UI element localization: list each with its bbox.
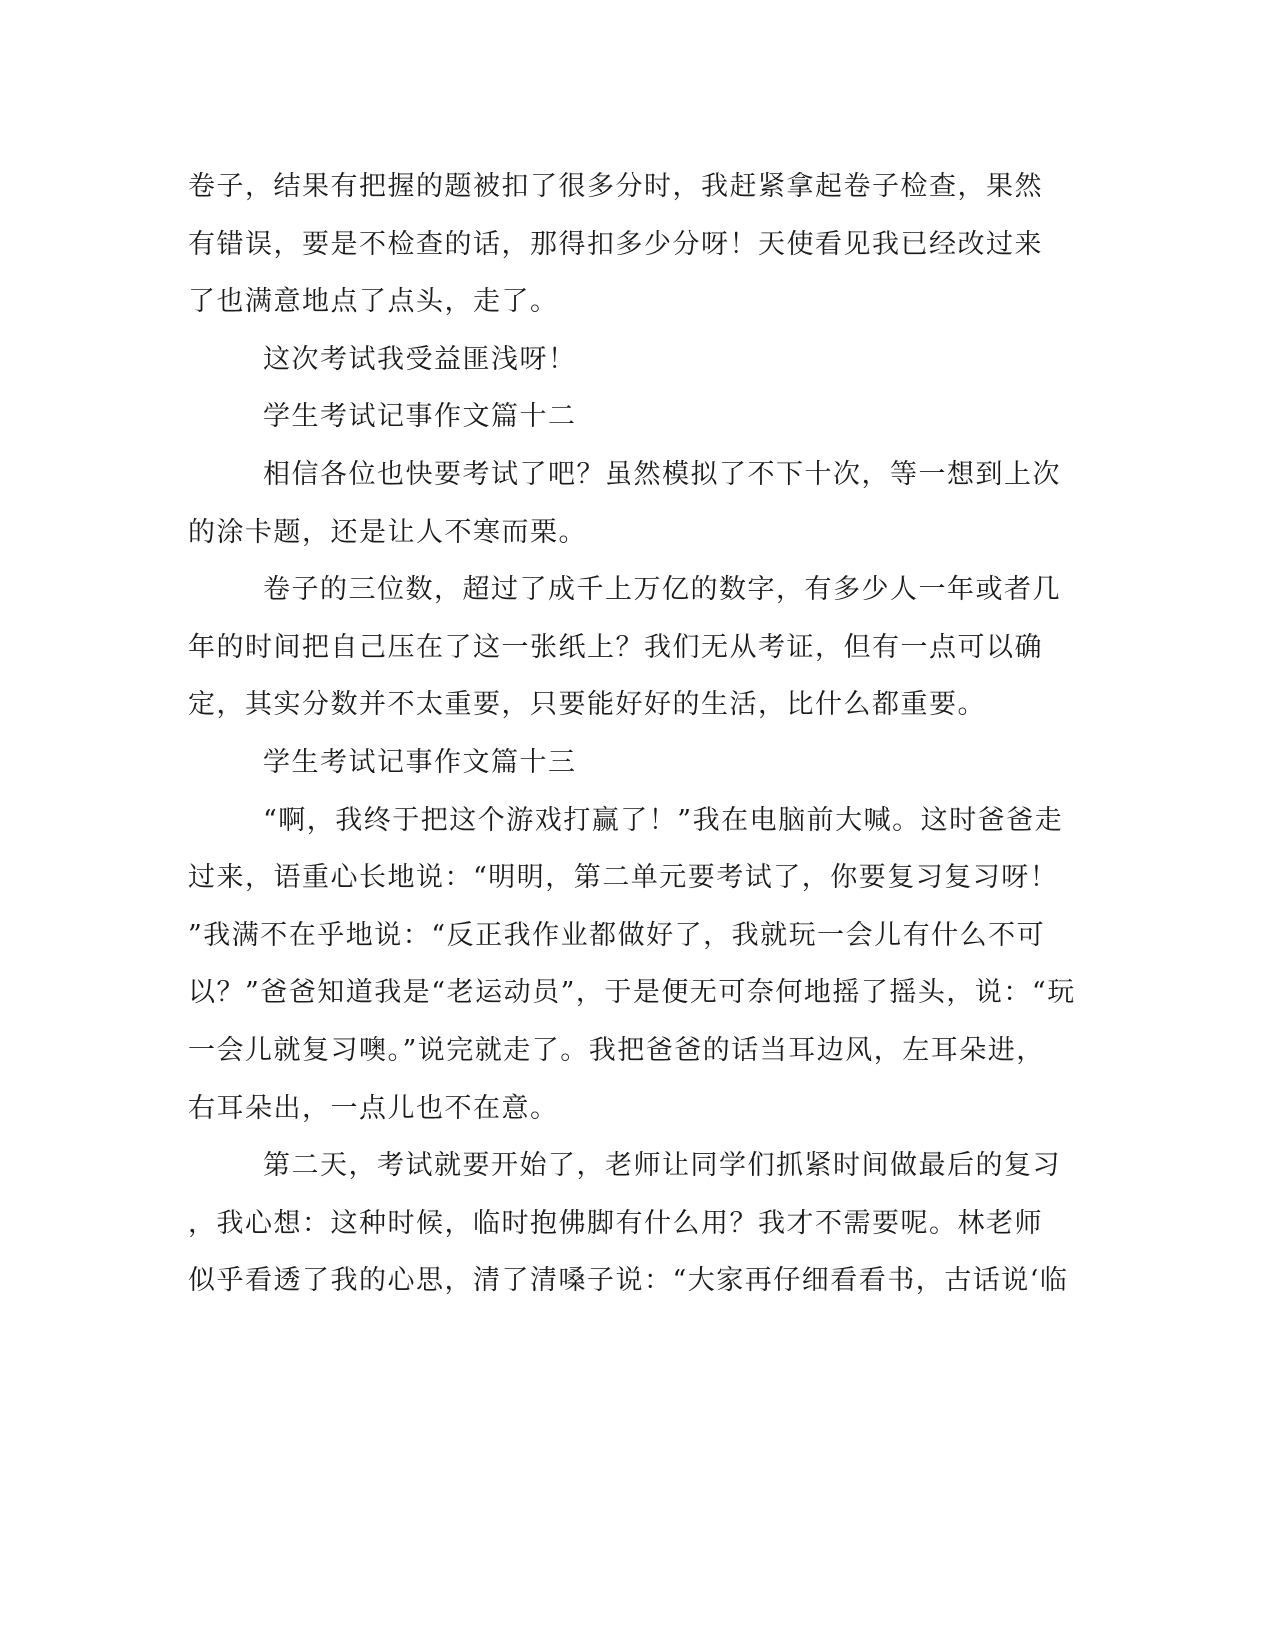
text-line: 年的时间把自己压在了这一张纸上？我们无从考证，但有一点可以确 xyxy=(188,631,1043,663)
text-line: “啊，我终于把这个游戏打赢了！”我在电脑前大喊。这时爸爸走 xyxy=(263,804,1064,836)
text-line: 一会儿就复习噢。”说完就走了。我把爸爸的话当耳边风，左耳朵进， xyxy=(188,1034,1045,1066)
text-line: 卷子的三位数，超过了成千上万亿的数字，有多少人一年或者几 xyxy=(263,574,1061,606)
text-line: 这次考试我受益匪浅呀！ xyxy=(263,343,577,375)
section-heading: 学生考试记事作文篇十二 xyxy=(263,401,577,433)
section-heading: 学生考试记事作文篇十三 xyxy=(263,746,577,778)
essay-text xyxy=(188,158,1088,1310)
text-line: 相信各位也快要考试了吧？虽然模拟了不下十次，等一想到上次 xyxy=(263,458,1061,490)
text-line: 似乎看透了我的心思，清了清嗓子说：“大家再仔细看看书，古话说‘临 xyxy=(188,1265,1069,1297)
text-line: 的涂卡题，还是让人不寒而栗。 xyxy=(188,516,587,548)
text-line: 有错误，要是不检查的话，那得扣多少分呀！天使看见我已经改过来 xyxy=(188,228,1043,260)
text-line: ，我心想：这种时候，临时抱佛脚有什么用？我才不需要呢。林老师 xyxy=(188,1207,1043,1239)
text-line: 右耳朵出，一点儿也不在意。 xyxy=(188,1092,559,1124)
text-line: 过来，语重心长地说：“明明，第二单元要考试了，你要复习复习呀！ xyxy=(188,862,1059,894)
text-line: 以？”爸爸知道我是“老运动员”，于是便无可奈何地摇了摇头，说：“玩 xyxy=(188,977,1076,1009)
text-line: 了也满意地点了点头，走了。 xyxy=(188,286,559,318)
text-line: 卷子，结果有把握的题被扣了很多分时，我赶紧拿起卷子检查，果然 xyxy=(188,171,1043,202)
text-line: 第二天，考试就要开始了，老师让同学们抓紧时间做最后的复习 xyxy=(263,1150,1061,1182)
text-line: ”我满不在乎地说：“反正我作业都做好了，我就玩一会儿有什么不可 xyxy=(188,919,1046,951)
text-line: 定，其实分数并不太重要，只要能好好的生活，比什么都重要。 xyxy=(188,689,986,721)
